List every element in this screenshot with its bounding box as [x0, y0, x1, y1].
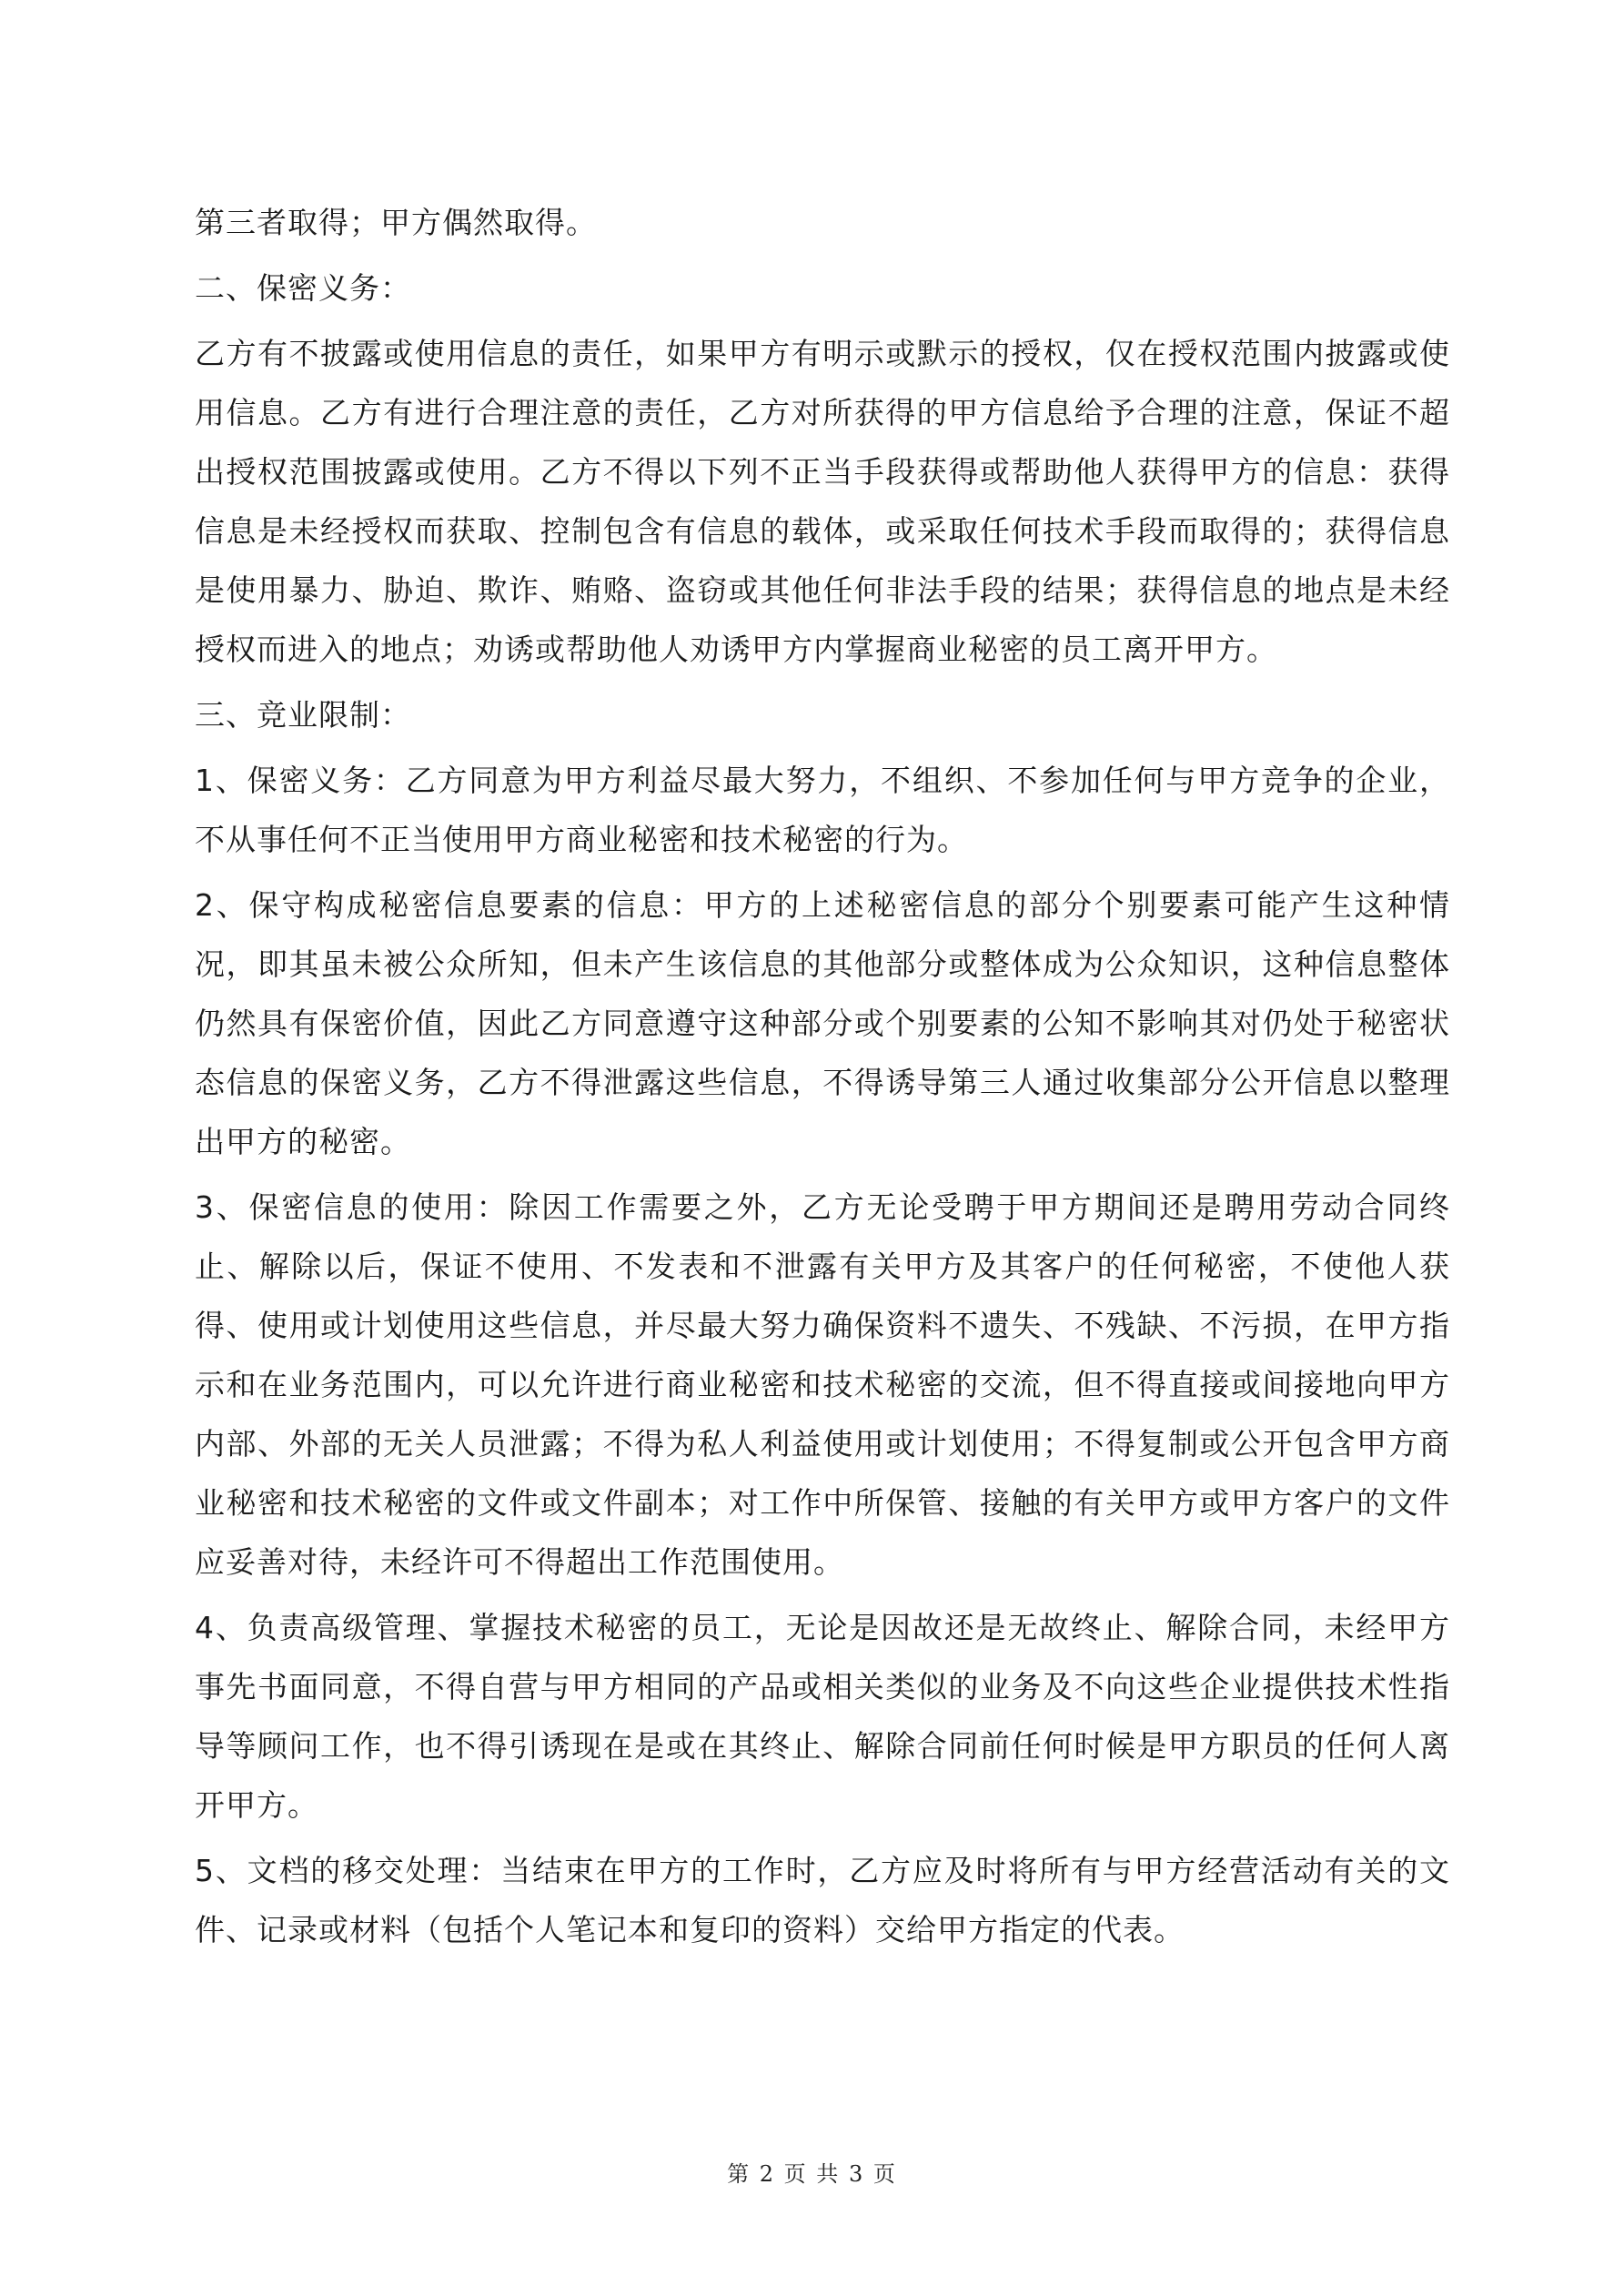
clause-3: 3、保密信息的使用：除因工作需要之外，乙方无论受聘于甲方期间还是聘用劳动合同终止、解除以后，保证不使用、不发表和不泄露有关甲方及其客户的任何秘密，不使他人获得、使用或计划使用这些信息，并尽最大努力确保资料不遗失、不残缺、不污损，在甲方指示和在业务范围内，可以允许进行商业秘密和技术秘密的交流，但不得直接或间接地向甲方内部、外部的无关人员泄露；不得为私人利益使用或计划使用；不得复制或公开包含甲方商业秘密和技术秘密的文件或文件副本；对工作中所保管、接触的有关甲方或甲方客户的文件应妥善对待，未经许可不得超出工作范围使用。: [195, 1189, 1450, 1580]
clause-4: 4、负责高级管理、掌握技术秘密的员工，无论是因故还是无故终止、解除合同，未经甲方事先书面同意，不得自营与甲方相同的产品或相关类似的业务及不向这些企业提供技术性指导等顾问工作，也不得引诱现在是或在其终止、解除合同前任何时候是甲方职员的任何人离开甲方。: [195, 1610, 1450, 1823]
page-number-footer: 第 2 页 共 3 页: [727, 2161, 897, 2187]
clause-1: 1、保密义务：乙方同意为甲方利益尽最大努力，不组织、不参加任何与甲方竞争的企业，不从事任何不正当使用甲方商业秘密和技术秘密的行为。: [195, 763, 1450, 857]
clause-5: 5、文档的移交处理：当结束在甲方的工作时，乙方应及时将所有与甲方经营活动有关的文件、记录或材料（包括个人笔记本和复印的资料）交给甲方指定的代表。: [195, 1853, 1450, 1947]
paragraph-confidentiality-obligation: 乙方有不披露或使用信息的责任，如果甲方有明示或默示的授权，仅在授权范围内披露或使用信息。乙方有进行合理注意的责任，乙方对所获得的甲方信息给予合理的注意，保证不超出授权范围披露或使用。乙方不得以下列不正当手段获得或帮助他人获得甲方的信息：获得信息是未经授权而获取、控制包含有信息的载体，或采取任何技术手段而取得的；获得信息是使用暴力、胁迫、欺诈、贿赂、盗窃或其他任何非法手段的结果；获得信息的地点是未经授权而进入的地点；劝诱或帮助他人劝诱甲方内掌握商业秘密的员工离开甲方。: [195, 336, 1450, 667]
section-heading-confidentiality-obligation: 二、保密义务：: [195, 270, 411, 306]
document-body: [195, 193, 1450, 1966]
clause-2: 2、保守构成秘密信息要素的信息：甲方的上述秘密信息的部分个别要素可能产生这种情况，即其虽未被公众所知，但未产生该信息的其他部分或整体成为公众知识，这种信息整体仍然具有保密价值，因此乙方同意遵守这种部分或个别要素的公知不影响其对仍处于秘密状态信息的保密义务，乙方不得泄露这些信息，不得诱导第三人通过收集部分公开信息以整理出甲方的秘密。: [195, 887, 1450, 1159]
paragraph-continuation: 第三者取得；甲方偶然取得。: [195, 205, 597, 240]
section-heading-non-compete: 三、竞业限制：: [195, 697, 411, 733]
